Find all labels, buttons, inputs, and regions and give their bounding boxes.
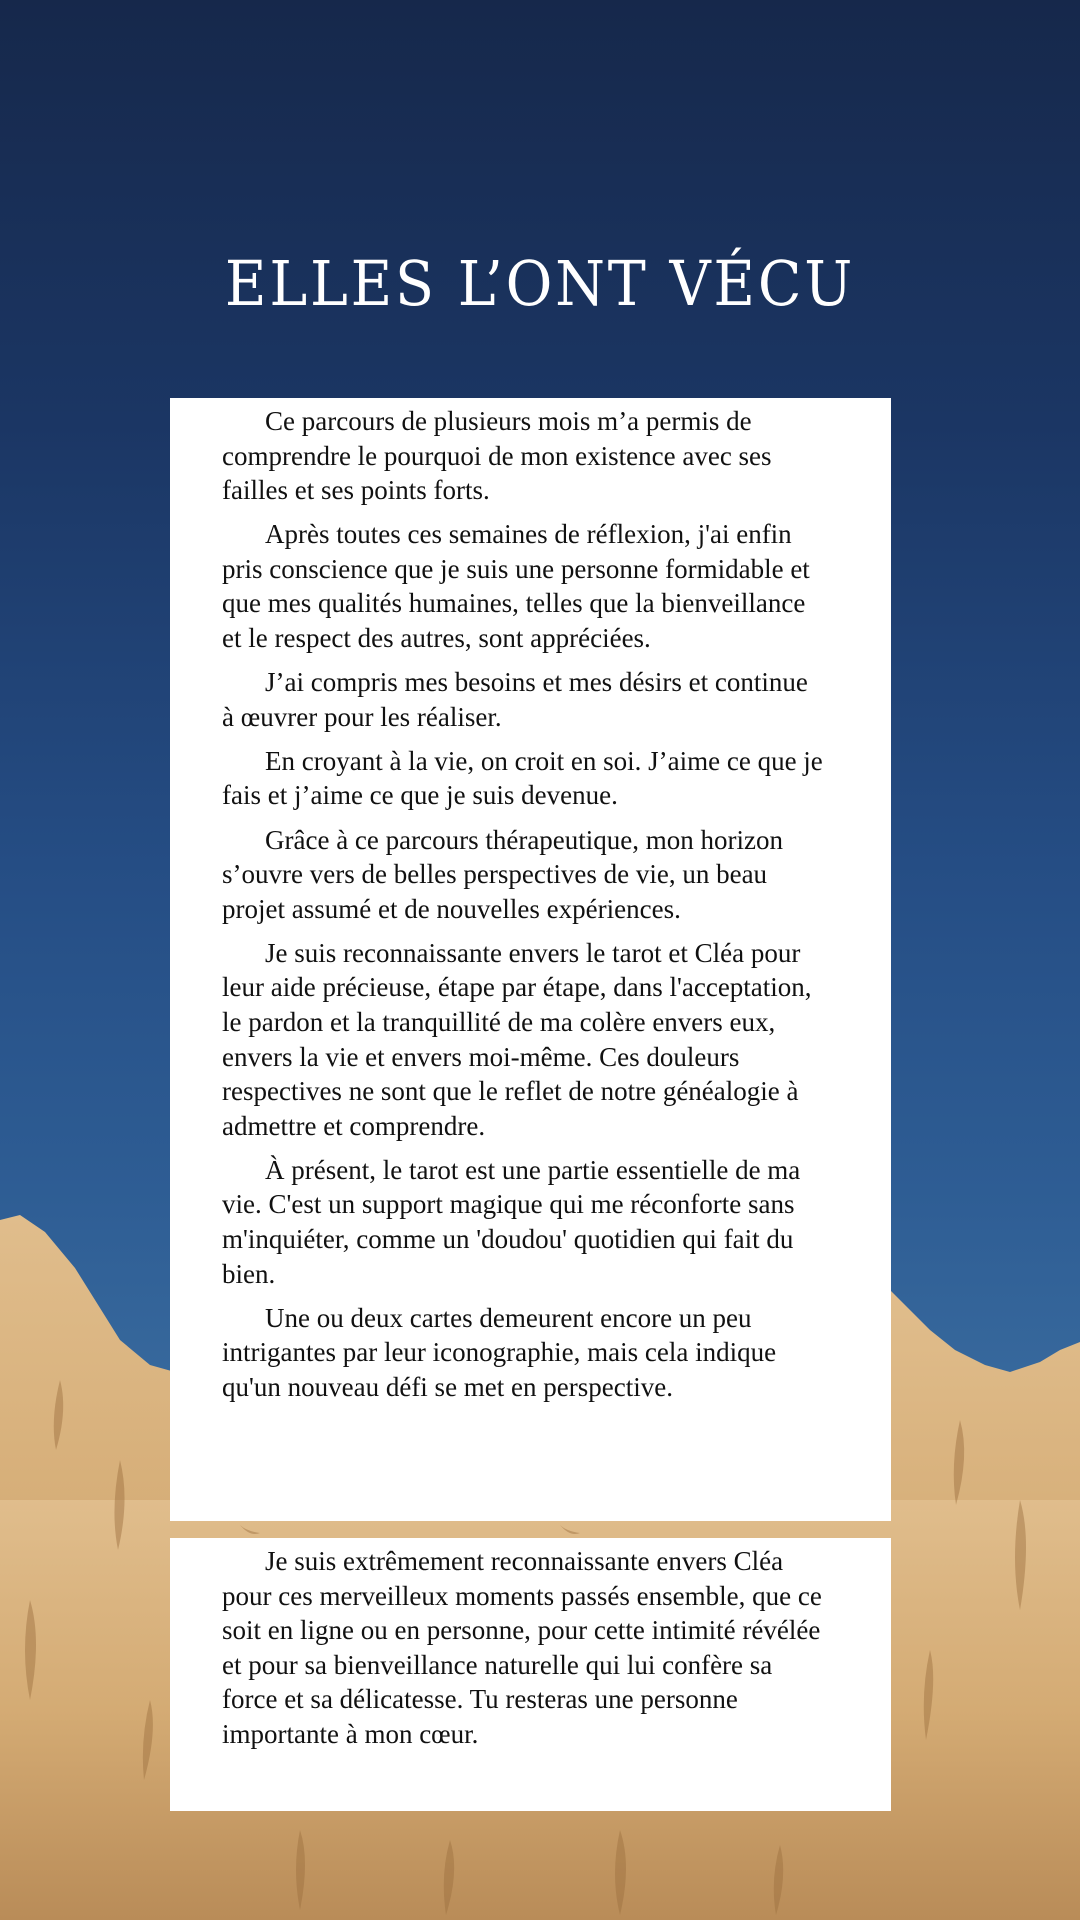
closing-card: [170, 1538, 891, 1811]
testimonial-paragraph: Grâce à ce parcours thérapeutique, mon horizon s’ouvre vers de belles perspectives de vie, un beau projet assumé et de nouvelles expériences.: [222, 824, 784, 924]
testimonial-paragraph: Je suis reconnaissante envers le tarot et Cléa pour leur aide précieuse, étape par étape, dans l'acceptation, le pardon et la tranquillité de ma colère envers eux, envers la vie et envers moi-même. Ces douleurs respectives ne sont que le reflet de notre généalogie à admettre et comprendre.: [222, 937, 812, 1141]
testimonial-paragraph: En croyant à la vie, on croit en soi. J’aime ce que je fais et j’aime ce que je suis devenue.: [222, 745, 823, 811]
testimonial-card: [170, 398, 891, 1521]
testimonial-paragraph: Après toutes ces semaines de réflexion, j'ai enfin pris conscience que je suis une personne formidable et que mes qualités humaines, telles que la bienveillance et le respect des autres, sont appréciées.: [222, 519, 810, 654]
page-title: ELLES L’ONT VÉCU: [224, 247, 856, 320]
testimonial-paragraph: À présent, le tarot est une partie essentielle de ma vie. C'est un support magique qui me réconforte sans m'inquiéter, comme un 'doudou' quotidien qui fait du bien.: [222, 1154, 801, 1289]
testimonial-paragraph: J’ai compris mes besoins et mes désirs et continue à œuvrer pour les réaliser.: [222, 667, 808, 732]
testimonial-paragraph: Une ou deux cartes demeurent encore un peu intrigantes par leur iconographie, mais cela indique qu'un nouveau défi se met en perspective.: [222, 1302, 777, 1402]
closing-paragraph: Je suis extrêmement reconnaissante envers Cléa pour ces merveilleux moments passés ensemble, que ce soit en ligne ou en personne, pour cette intimité révélée et pour sa bienveillance naturelle qui lui confère sa force et sa délicatesse. Tu resteras une personne importante à mon cœur.: [222, 1546, 822, 1749]
testimonial-paragraph: Ce parcours de plusieurs mois m’a permis de comprendre le pourquoi de mon existence avec ses failles et ses points forts.: [222, 406, 772, 506]
